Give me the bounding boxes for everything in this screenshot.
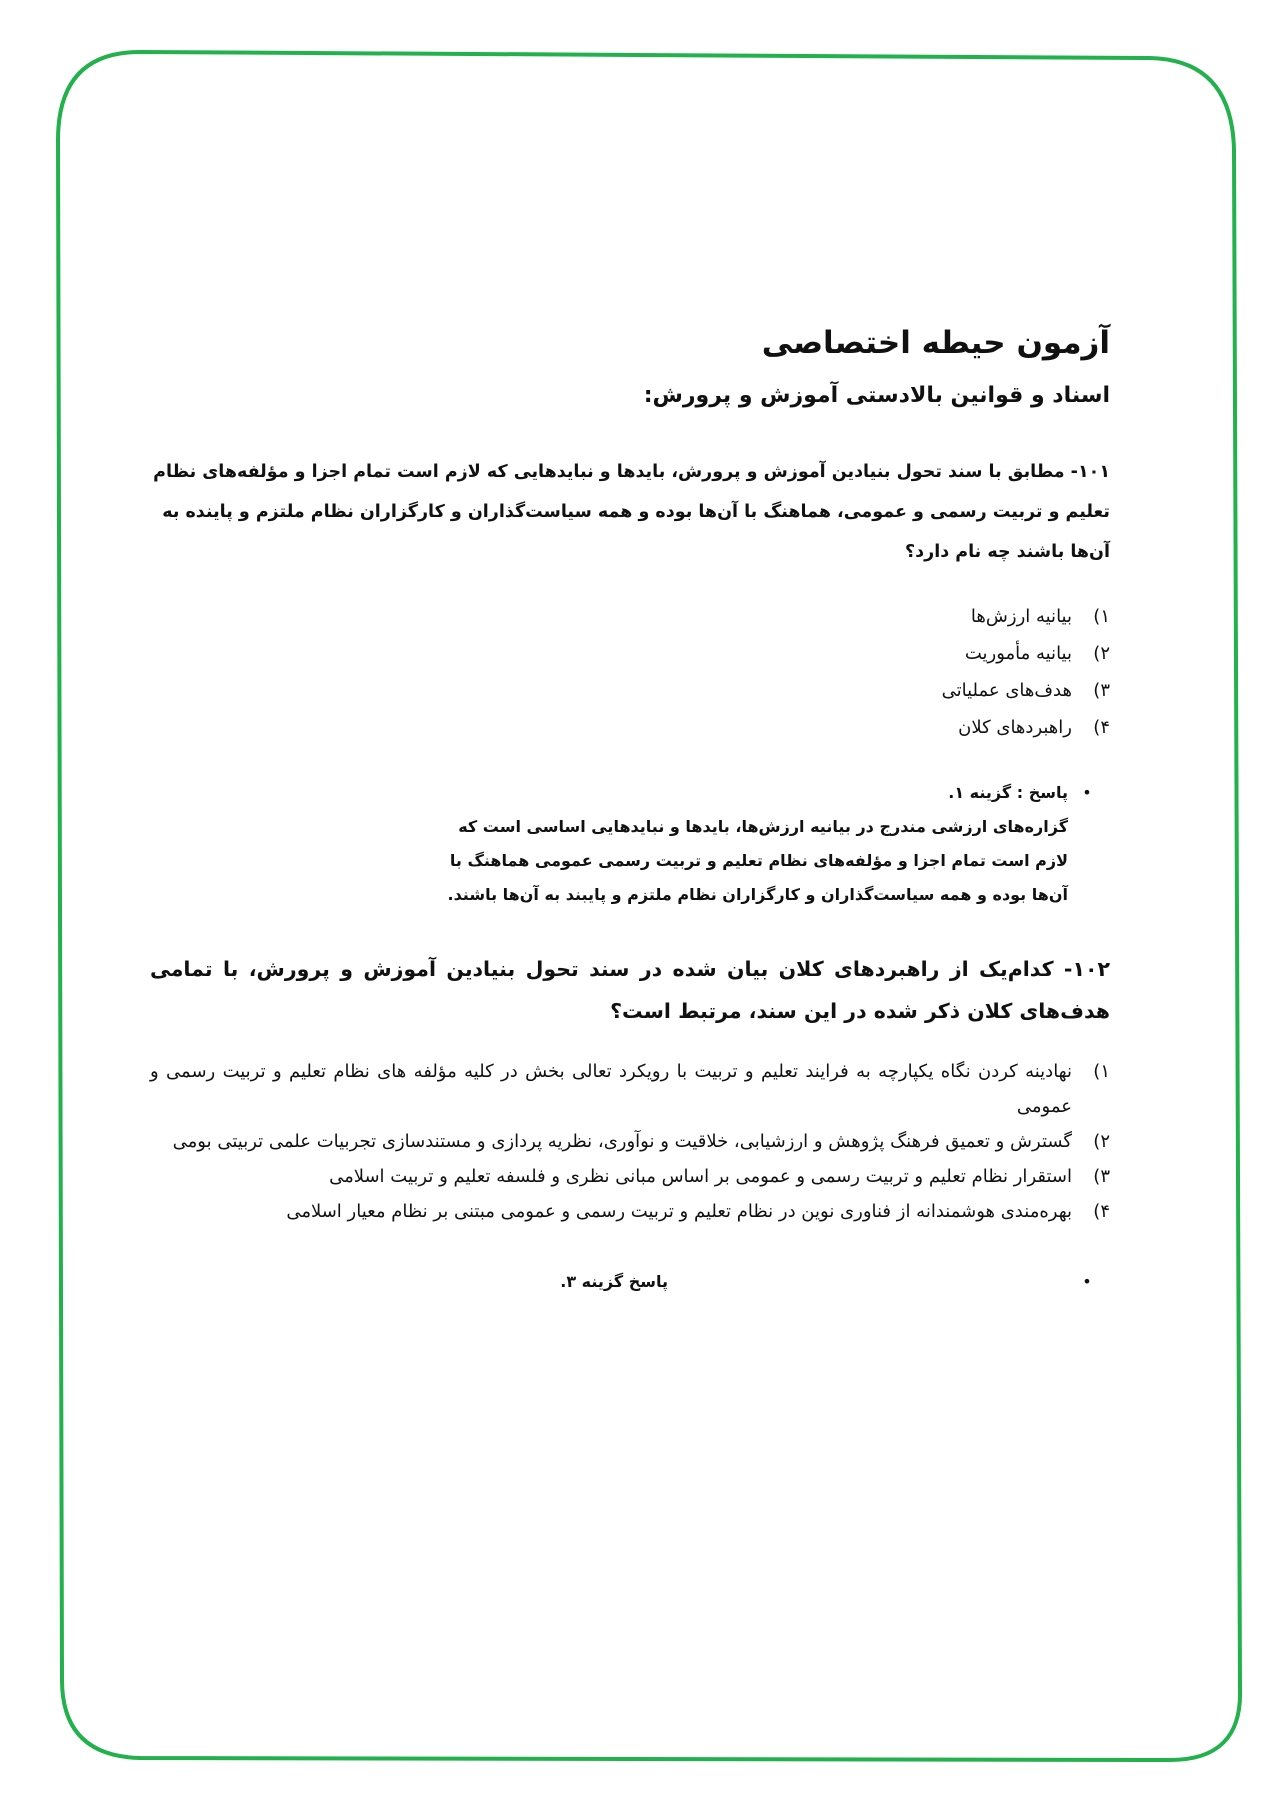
option-text: استقرار نظام تعلیم و تربیت رسمی و عمومی بر اساس مبانی نظری و فلسفه تعلیم و تربیت اسلامی (329, 1166, 1072, 1187)
answer-block (150, 1265, 1110, 1299)
option-3 (150, 672, 1110, 709)
option-number: ۲) (1093, 1131, 1110, 1152)
answer-body (428, 776, 1068, 912)
section-subtitle: اسناد و قوانین بالادستی آموزش و پرورش: (643, 383, 1110, 408)
option-1 (150, 1054, 1110, 1124)
option-1 (150, 598, 1110, 635)
option-text: بهره‌مندی هوشمندانه از فناوری نوین در نظام تعلیم و تربیت رسمی و عمومی مبتنی بر نظام معیار اسلامی (286, 1201, 1072, 1222)
question-text: ۱۰۱- مطابق با سند تحول بنیادین آموزش و پرورش، بایدها و نبایدهایی که لازم است تمام اجزا و مؤلفه‌های نظام تعلیم و تربیت رسمی و عمومی، هماهنگ با آن‌ها بوده و همه سیاست‌گذاران و کارگزاران نظام ملتزم و پاینده به آن‌ها باشند چه نام دارد؟ (153, 462, 1110, 562)
options-list (150, 598, 1110, 746)
answer-block (150, 776, 1110, 912)
option-3 (150, 1159, 1110, 1194)
option-number: ۱) (1093, 1061, 1110, 1082)
option-4 (150, 1194, 1110, 1229)
option-text: نهادینه کردن نگاه یکپارچه به فرایند تعلیم و تربیت با رویکرد تعالی بخش در کلیه مؤلفه های نظام تعلیم و تربیت رسمی و عمومی (150, 1061, 1072, 1117)
option-number: ۴) (1093, 1201, 1110, 1222)
option-number: ۳) (1093, 1166, 1110, 1187)
option-text: بیانیه مأموریت (964, 643, 1072, 664)
option-number: ۳) (1093, 680, 1110, 701)
bullet-icon: • (1082, 1272, 1092, 1291)
page-title: آزمون حیطه اختصاصی (761, 325, 1110, 361)
option-2 (150, 1124, 1110, 1159)
option-text: هدف‌های عملیاتی (941, 680, 1072, 701)
options-list (150, 1054, 1110, 1229)
option-text: گسترش و تعمیق فرهنگ پژوهش و ارزشیابی، خلاقیت و نوآوری، نظریه پردازی و مستندسازی تجربیات علمی تربیتی بومی (172, 1131, 1072, 1152)
answer-explanation: گزاره‌های ارزشی مندرج در بیانیه ارزش‌ها، بایدها و نبایدهایی اساسی است که لازم است تمام اجزا و مؤلفه‌های نظام تعلیم و تربیت رسمی عمومی هماهنگ با آن‌ها بوده و همه سیاست‌گذاران و کارگزاران نظام ملتزم و پایبند به آن‌ها باشند. (447, 817, 1068, 904)
question-102 (150, 948, 1110, 1299)
answer-label: پاسخ : گزینه ۱. (948, 783, 1068, 802)
option-text: راهبردهای کلان (958, 717, 1072, 738)
option-number: ۱) (1093, 606, 1110, 627)
answer-label: پاسخ گزینه ۳. (560, 1272, 668, 1291)
option-number: ۲) (1093, 643, 1110, 664)
question-101 (150, 452, 1110, 912)
question-text: ۱۰۲- کدام‌یک از راهبردهای کلان بیان شده در سند تحول بنیادین آموزش و پرورش، با تمامی هدف‌های کلان ذکر شده در این سند، مرتبط است؟ (150, 957, 1110, 1023)
bullet-icon: • (1082, 783, 1092, 802)
option-text: بیانیه ارزش‌ها (970, 606, 1072, 627)
document-content (150, 325, 1110, 1299)
option-4 (150, 709, 1110, 746)
option-number: ۴) (1093, 717, 1110, 738)
option-2 (150, 635, 1110, 672)
